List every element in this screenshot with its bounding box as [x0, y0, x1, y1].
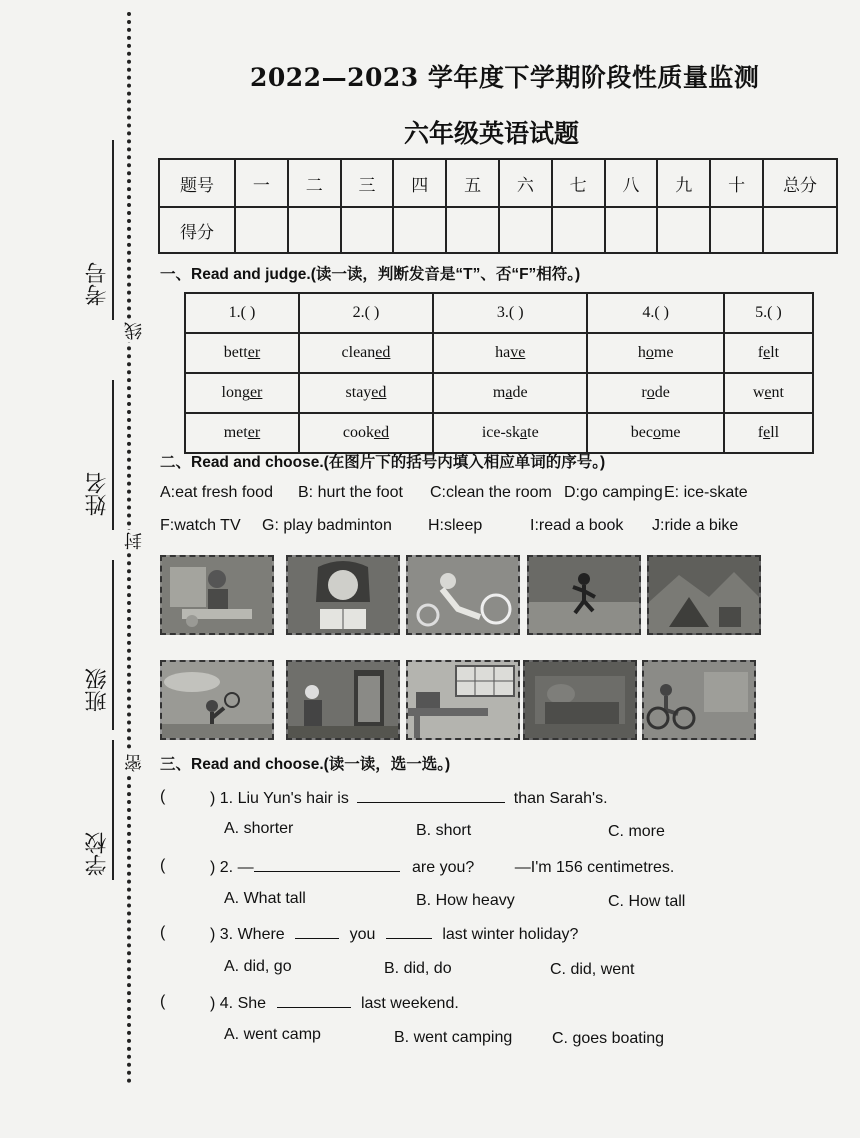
class-label: 班级: [85, 668, 110, 712]
q3-option-a[interactable]: A. did, go: [224, 958, 292, 975]
picture-sleep: [523, 660, 637, 740]
word-cell: home: [587, 333, 723, 373]
score-row-label: 题号: [159, 159, 235, 207]
score-cell[interactable]: [499, 207, 552, 253]
answer-blank-5[interactable]: 5.( ): [724, 293, 813, 333]
score-cell[interactable]: [341, 207, 394, 253]
score-col-2: 二: [288, 159, 341, 207]
phonics-row: [185, 373, 813, 413]
score-cell-total[interactable]: [763, 207, 837, 253]
word-cell: ice-skate: [433, 413, 587, 453]
score-cell[interactable]: [657, 207, 710, 253]
word-cell: cleaned: [299, 333, 433, 373]
q1-option-b[interactable]: B. short: [416, 822, 472, 839]
option-f: F:watch TV: [160, 517, 241, 534]
seal-word-seal: 封: [122, 530, 148, 552]
school-line: [112, 740, 114, 880]
score-cell[interactable]: [235, 207, 288, 253]
score-cell[interactable]: [605, 207, 658, 253]
option-j: J:ride a bike: [652, 517, 739, 534]
question-2-paren[interactable]: (: [160, 857, 166, 874]
name-label: 姓名: [85, 472, 110, 516]
question-4: [210, 993, 459, 1013]
question-3-blank-1[interactable]: [295, 924, 339, 939]
page-subtitle: 六年级英语试题: [404, 119, 580, 148]
option-d: D:go camping: [564, 484, 663, 501]
picture-clean-room: [406, 660, 520, 740]
question-1-stem-a: Liu Yun's hair is: [237, 790, 349, 807]
question-2-number: ) 2.: [210, 859, 234, 876]
score-row2-label: 得分: [159, 207, 235, 253]
question-3-paren[interactable]: (: [160, 924, 166, 941]
exam-number-label: 考号: [85, 262, 110, 306]
exam-number-line: [112, 140, 114, 320]
picture-ride-bike: [642, 660, 756, 740]
score-col-10: 十: [710, 159, 763, 207]
page-title: 2022—2023 学年度下学期阶段性质量监测: [250, 63, 760, 92]
score-col-9: 九: [657, 159, 710, 207]
word-cell: better: [185, 333, 299, 373]
word-cell: stayed: [299, 373, 433, 413]
question-4-number: ) 4.: [210, 995, 234, 1012]
word-cell: rode: [587, 373, 723, 413]
score-col-3: 三: [341, 159, 394, 207]
option-e: E: ice-skate: [664, 484, 748, 501]
seal-word-line: 线: [122, 320, 148, 342]
word-cell: fell: [724, 413, 813, 453]
q4-option-a[interactable]: A. went camp: [224, 1026, 321, 1043]
answer-blank-2[interactable]: 2.( ): [299, 293, 433, 333]
question-2: [210, 857, 674, 877]
school-label: 学校: [85, 832, 110, 876]
score-col-8: 八: [605, 159, 658, 207]
question-4-blank[interactable]: [277, 993, 351, 1008]
word-cell: went: [724, 373, 813, 413]
score-cell[interactable]: [710, 207, 763, 253]
question-4-stem-b: last weekend.: [360, 995, 459, 1012]
q2-option-b[interactable]: B. How heavy: [416, 892, 515, 909]
word-cell: become: [587, 413, 723, 453]
option-g: G: play badminton: [262, 517, 392, 534]
score-table: [158, 158, 838, 254]
seal-word-secret: 密: [122, 752, 148, 774]
question-3-number: ) 3.: [210, 926, 234, 943]
phonics-row: [185, 333, 813, 373]
question-3-stem-b: you: [349, 926, 376, 943]
class-line: [112, 560, 114, 730]
option-c: C:clean the room: [430, 484, 552, 501]
q3-option-b[interactable]: B. did, do: [384, 960, 452, 977]
question-1: [210, 788, 608, 808]
option-b: B: hurt the foot: [298, 484, 403, 501]
question-2-dash: —: [237, 859, 254, 876]
q2-option-a[interactable]: A. What tall: [224, 890, 306, 907]
option-a: A:eat fresh food: [160, 484, 273, 501]
word-cell: made: [433, 373, 587, 413]
phonics-table: [184, 292, 814, 454]
score-col-7: 七: [552, 159, 605, 207]
score-col-total: 总分: [763, 159, 837, 207]
phonics-row: [185, 413, 813, 453]
picture-eat-food: [160, 555, 274, 635]
score-col-4: 四: [393, 159, 446, 207]
word-cell: longer: [185, 373, 299, 413]
question-4-paren[interactable]: (: [160, 993, 166, 1010]
q4-option-c[interactable]: C. goes boating: [552, 1030, 665, 1047]
question-2-answer: —I'm 156 centimetres.: [514, 859, 675, 876]
option-h: H:sleep: [428, 517, 483, 534]
question-2-stem: are you?: [412, 859, 475, 876]
score-cell[interactable]: [446, 207, 499, 253]
question-3-stem-a: Where: [237, 926, 285, 943]
question-1-paren[interactable]: (: [160, 788, 166, 805]
q3-option-c[interactable]: C. did, went: [550, 961, 635, 978]
question-1-stem-b: than Sarah's.: [513, 790, 608, 807]
picture-hurt-foot: [406, 555, 520, 635]
option-i: I:read a book: [530, 517, 624, 534]
score-cell[interactable]: [288, 207, 341, 253]
score-cell[interactable]: [393, 207, 446, 253]
section2-heading: 二、Read and choose.(在图片下的括号内填入相应单词的序号。): [160, 454, 606, 471]
section1-heading: 一、Read and judge.(读一读，判断发音是“T”、否“F”相符。): [160, 266, 581, 283]
question-3-stem-c: last winter holiday?: [442, 926, 579, 943]
answer-blank-3[interactable]: 3.( ): [433, 293, 587, 333]
question-1-number: ) 1.: [210, 790, 234, 807]
picture-ice-skate: [527, 555, 641, 635]
picture-watch-tv: [286, 660, 400, 740]
picture-read-book: [286, 555, 400, 635]
score-col-6: 六: [499, 159, 552, 207]
score-col-5: 五: [446, 159, 499, 207]
q2-option-c[interactable]: C. How tall: [608, 893, 686, 910]
q1-option-a[interactable]: A. shorter: [224, 820, 294, 837]
question-3: [210, 924, 578, 944]
picture-go-camping: [647, 555, 761, 635]
question-1-blank[interactable]: [357, 788, 505, 803]
question-4-stem-a: She: [237, 995, 267, 1012]
word-cell: cooked: [299, 413, 433, 453]
answer-blank-4[interactable]: 4.( ): [587, 293, 723, 333]
question-2-blank[interactable]: [254, 857, 400, 872]
word-cell: felt: [724, 333, 813, 373]
q4-option-b[interactable]: B. went camping: [394, 1029, 513, 1046]
section3-heading: 三、Read and choose.(读一读，选一选。): [160, 756, 451, 773]
answer-blank-1[interactable]: 1.( ): [185, 293, 299, 333]
score-cell[interactable]: [552, 207, 605, 253]
score-col-1: 一: [235, 159, 288, 207]
question-3-blank-2[interactable]: [386, 924, 432, 939]
q1-option-c[interactable]: C. more: [608, 823, 665, 840]
word-cell: meter: [185, 413, 299, 453]
word-cell: have: [433, 333, 587, 373]
picture-badminton: [160, 660, 274, 740]
name-line: [112, 380, 114, 530]
